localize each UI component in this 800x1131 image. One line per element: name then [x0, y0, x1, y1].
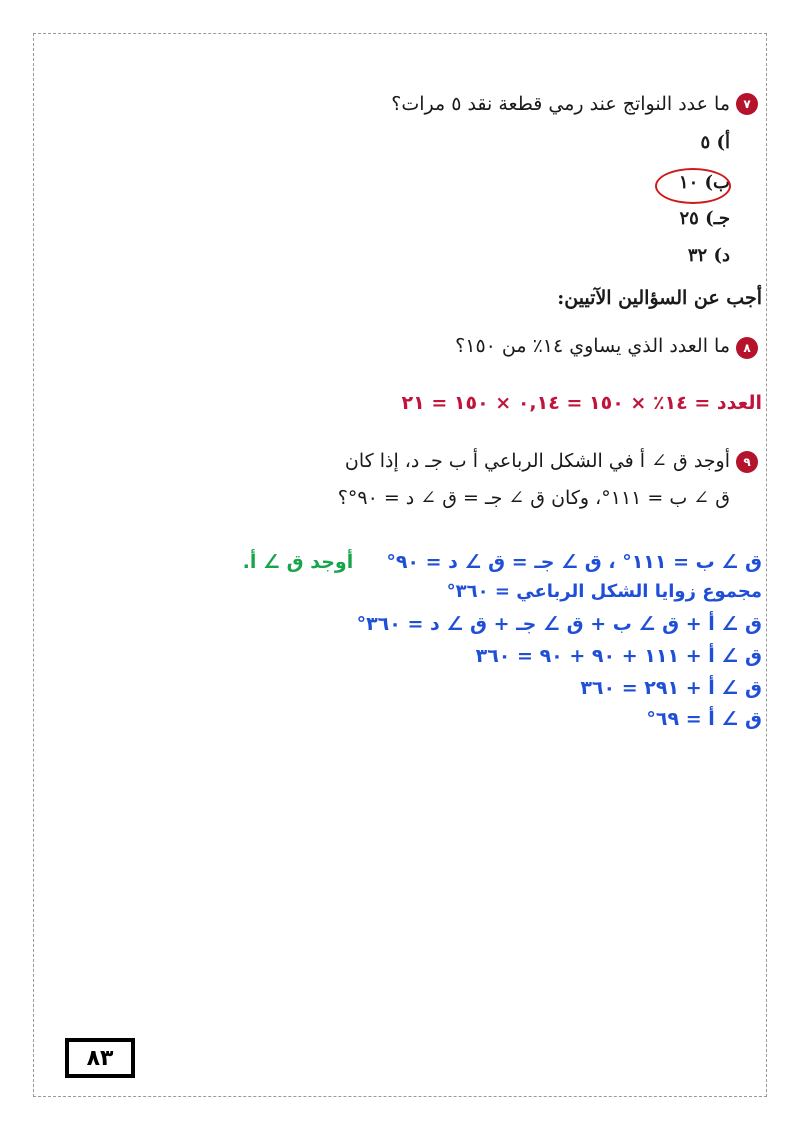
question-8-badge: ٨: [736, 337, 758, 359]
q7-option-d: [688, 245, 730, 266]
option-label: أ): [716, 132, 730, 153]
option-value: ١٠: [678, 172, 699, 193]
q9-given-line: [243, 551, 762, 573]
q9-step-5: ق ∠ أ = ٦٩°: [646, 708, 762, 730]
option-label: د): [713, 245, 730, 266]
question-8-text: ما العدد الذي يساوي ١٤٪ من ١٥٠؟: [455, 335, 730, 357]
option-label: ب): [704, 172, 730, 193]
q9-step-3: ق ∠ أ + ١١١ + ٩٠ + ٩٠ = ٣٦٠: [475, 645, 762, 667]
q7-option-a: [701, 132, 730, 153]
option-value: ٥: [700, 132, 711, 153]
page-number: ٨٣: [65, 1038, 135, 1078]
q9-step-2: ق ∠ أ + ق ∠ ب + ق ∠ جـ + ق ∠ د = ٣٦٠°: [356, 613, 762, 635]
option-value: ٢٥: [679, 208, 699, 229]
option-label: جـ): [705, 208, 730, 229]
question-7-badge: ٧: [736, 93, 758, 115]
option-value: ٣٢: [687, 245, 708, 266]
question-7-text: ما عدد النواتج عند رمي قطعة نقد ٥ مرات؟: [391, 93, 730, 115]
q9-find: أوجد ق ∠ أ.: [242, 551, 354, 573]
q7-option-c: [679, 208, 730, 229]
answer-circle-mark: [655, 168, 731, 204]
q9-given: ق ∠ ب = ١١١° ، ق ∠ جـ = ق ∠ د = ٩٠°: [386, 551, 762, 573]
question-9-line-2: ق ∠ ب = ١١١°، وكان ق ∠ جـ = ق ∠ د = ٩٠°؟: [337, 487, 730, 509]
question-8-solution: العدد = ١٤٪ × ١٥٠ = ٠,١٤ × ١٥٠ = ٢١: [401, 392, 762, 414]
question-9-badge: ٩: [736, 451, 758, 473]
instruction-heading: أجب عن السؤالين الآتيين:: [557, 287, 762, 309]
question-9-line-1: أوجد ق ∠ أ في الشكل الرباعي أ ب جـ د، إذا كان: [344, 450, 730, 472]
q9-step-1: مجموع زوايا الشكل الرباعي = ٣٦٠°: [446, 581, 762, 602]
q9-step-4: ق ∠ أ + ٢٩١ = ٣٦٠: [580, 677, 762, 699]
